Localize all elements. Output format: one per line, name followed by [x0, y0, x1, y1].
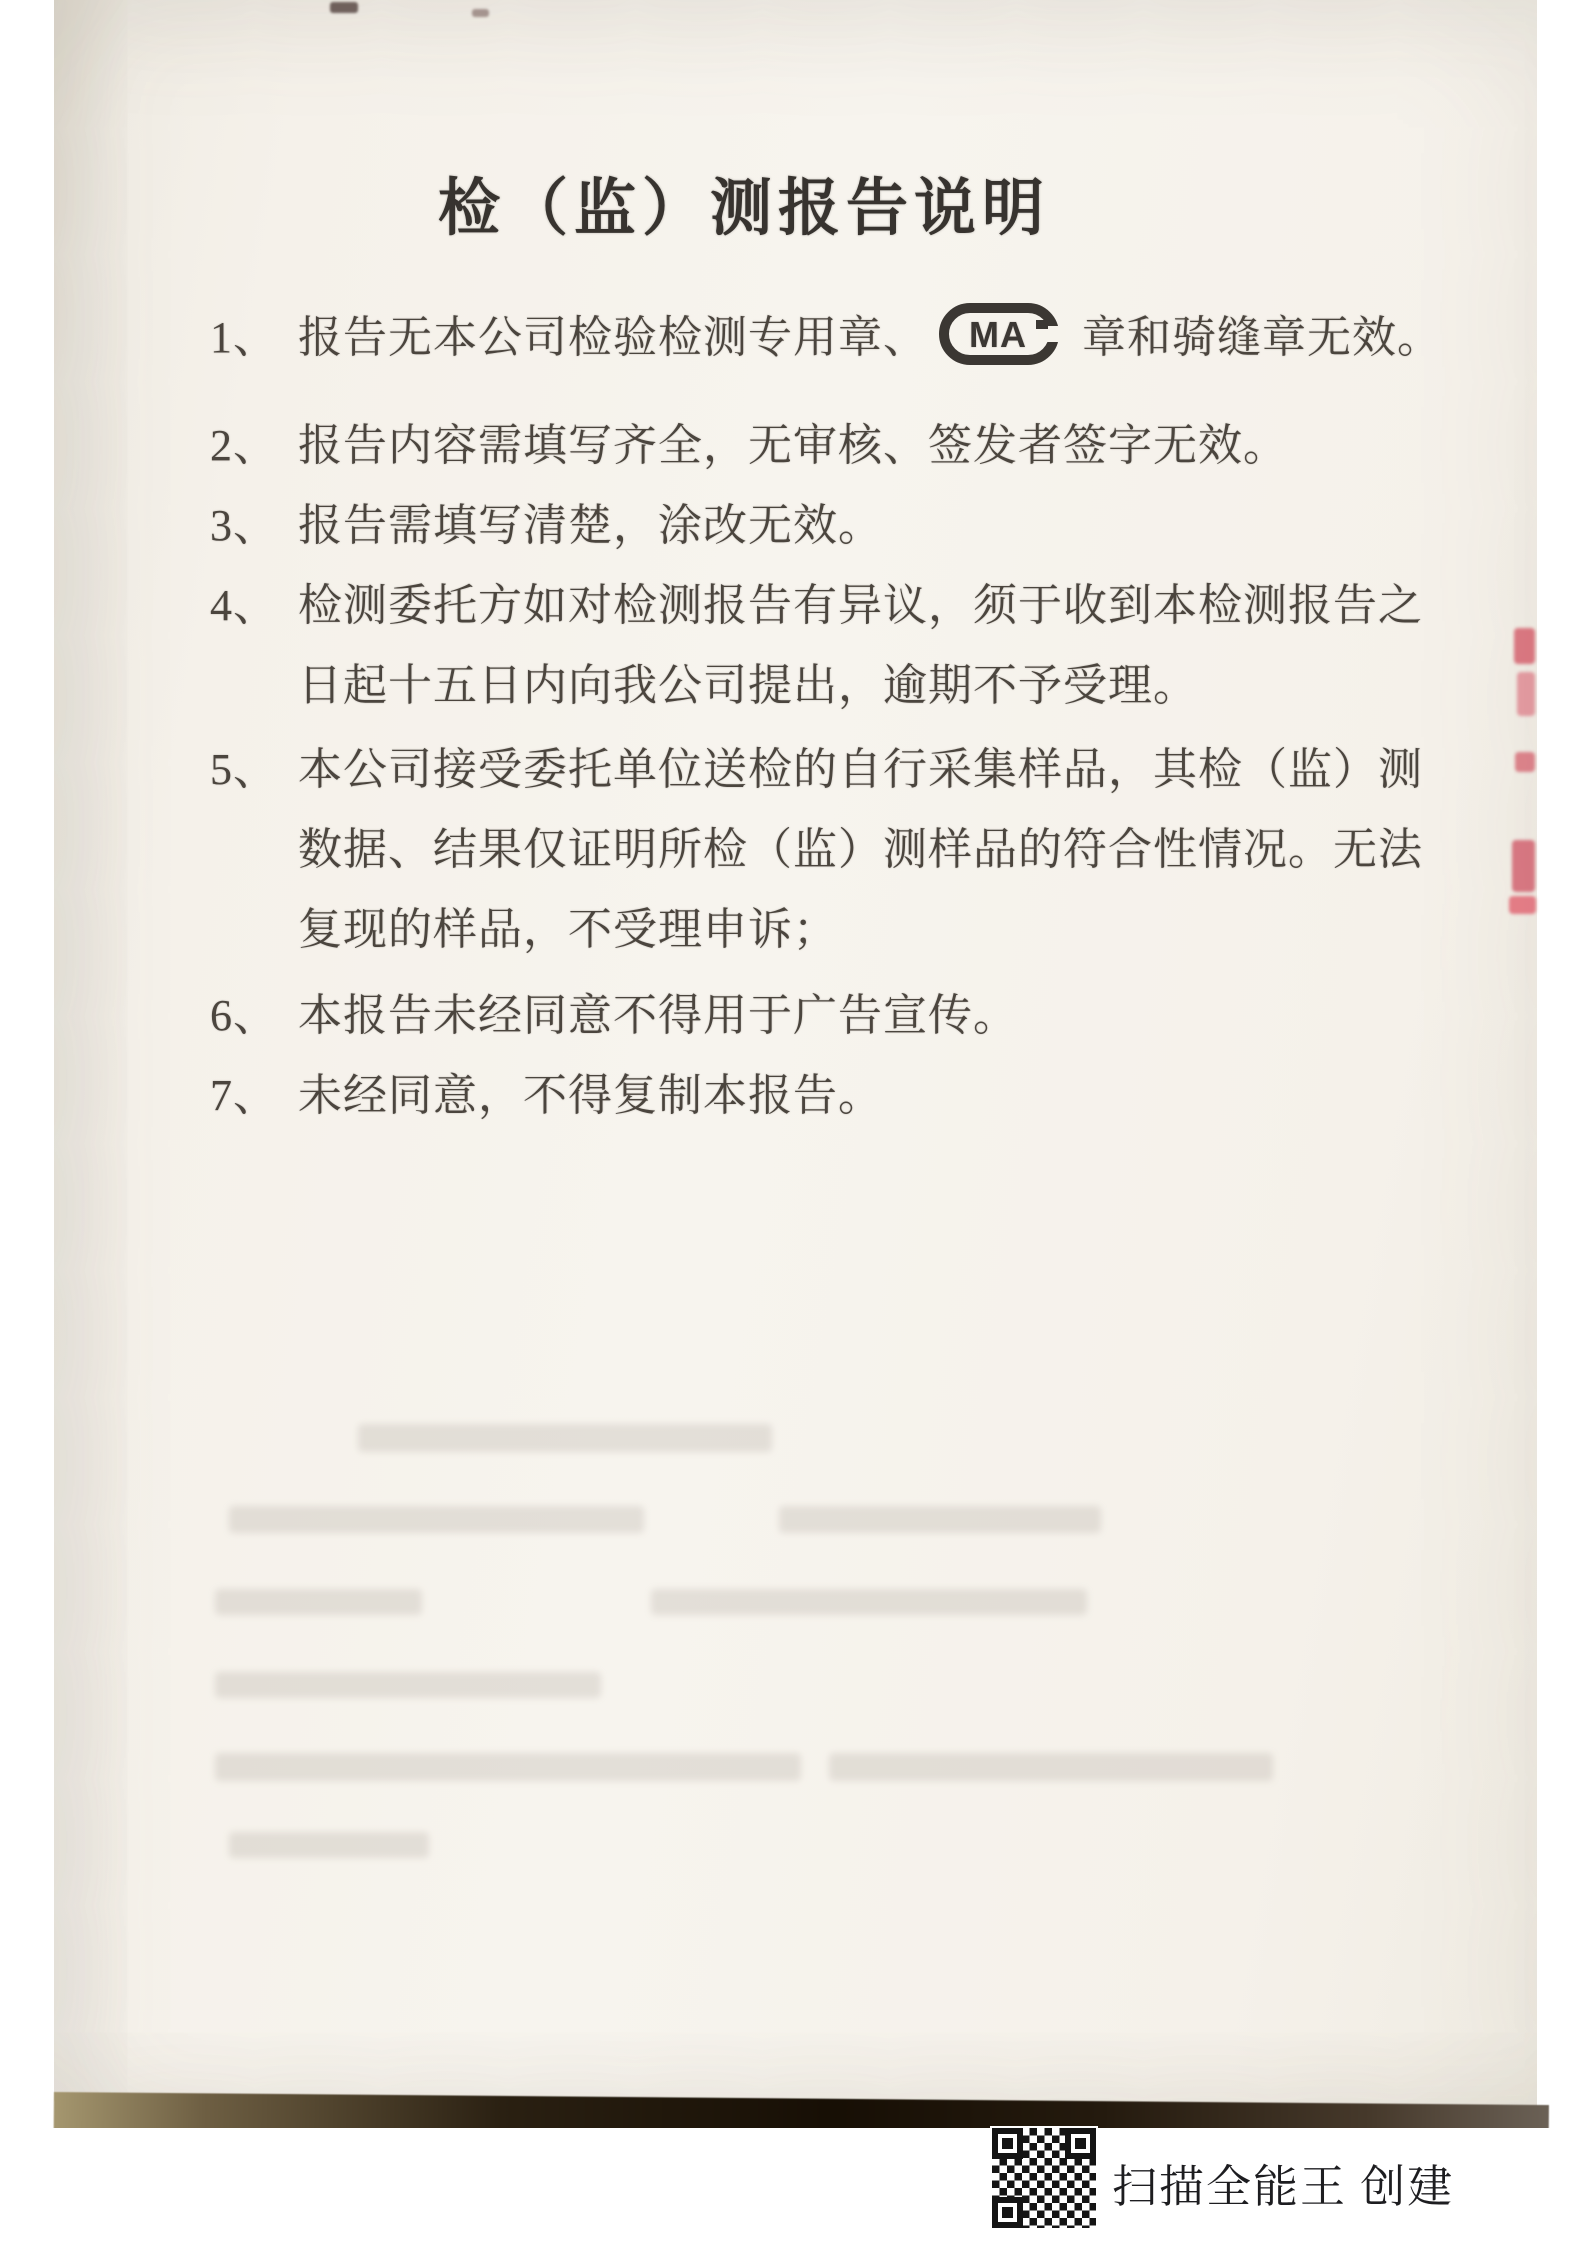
- qr-finder-icon: [1065, 2128, 1096, 2159]
- item-line: [210, 566, 1510, 646]
- scanner-credit-label: 扫描全能王 创建: [1112, 2162, 1455, 2212]
- item-number: 3、: [210, 501, 278, 550]
- cma-logo-icon: [938, 302, 1066, 366]
- qr-finder-icon: [992, 2197, 1023, 2228]
- item-text: 本公司接受委托单位送检的自行采集样品，其检（监）测: [298, 745, 1423, 794]
- notice-item-1: [210, 298, 1510, 378]
- item-line: [210, 890, 1510, 970]
- bleedthrough-line: [215, 1753, 801, 1781]
- item-number: 4、: [210, 581, 278, 630]
- bleedthrough-line: [229, 1832, 429, 1858]
- item-text: 日起十五日内向我公司提出，逾期不予受理。: [298, 661, 1198, 710]
- red-stamp-fragment: [1512, 840, 1535, 892]
- item-text: 报告内容需填写齐全，无审核、签发者签字无效。: [298, 421, 1288, 470]
- red-stamp-fragment: [1515, 752, 1535, 772]
- notice-item-6: [210, 976, 1510, 1056]
- red-stamp-fragment: [1514, 628, 1535, 664]
- item-text: 报告无本公司检验检测专用章、: [298, 313, 928, 362]
- item-number: 7、: [210, 1071, 278, 1120]
- page-title: 检（监）测报告说明: [438, 175, 1051, 243]
- bleedthrough-line: [229, 1506, 644, 1533]
- notice-item-5: [210, 730, 1510, 970]
- item-line: [210, 298, 1510, 378]
- item-number: 1、: [210, 313, 278, 362]
- qr-code-icon: [992, 2128, 1096, 2228]
- notice-list: [210, 298, 1510, 1136]
- bleedthrough-line: [358, 1424, 772, 1452]
- notice-item-4: [210, 566, 1510, 726]
- notice-item-7: [210, 1056, 1510, 1136]
- bleedthrough-line: [215, 1589, 422, 1615]
- bleedthrough-line: [215, 1672, 601, 1698]
- item-text: 报告需填写清楚，涂改无效。: [298, 501, 883, 550]
- notice-item-2: [210, 406, 1510, 486]
- item-text: 复现的样品，不受理申诉；: [298, 905, 838, 954]
- item-line: [210, 730, 1510, 810]
- item-number: 2、: [210, 421, 278, 470]
- item-text: 数据、结果仅证明所检（监）测样品的符合性情况。无法: [298, 825, 1423, 874]
- item-text: 检测委托方如对检测报告有异议，须于收到本检测报告之: [298, 581, 1423, 630]
- item-line: [210, 810, 1510, 890]
- item-text: 未经同意，不得复制本报告。: [298, 1071, 883, 1120]
- red-stamp-fragment: [1517, 672, 1535, 716]
- item-line: [210, 406, 1510, 486]
- svg-text:MA: MA: [969, 314, 1027, 355]
- item-number: 6、: [210, 991, 278, 1040]
- bleedthrough-line: [779, 1506, 1101, 1533]
- item-line: [210, 976, 1510, 1056]
- item-line: [210, 1056, 1510, 1136]
- qr-finder-icon: [992, 2128, 1023, 2159]
- item-line: [210, 646, 1510, 726]
- book-edge-speck: [472, 9, 489, 17]
- red-stamp-fragment: [1509, 896, 1536, 914]
- item-text: 章和骑缝章无效。: [1082, 313, 1442, 362]
- notice-item-3: [210, 486, 1510, 566]
- bleedthrough-line: [829, 1753, 1273, 1781]
- item-text: 本报告未经同意不得用于广告宣传。: [298, 991, 1018, 1040]
- book-edge-speck: [330, 2, 358, 13]
- bleedthrough-line: [651, 1589, 1087, 1615]
- item-number: 5、: [210, 745, 278, 794]
- item-line: [210, 486, 1510, 566]
